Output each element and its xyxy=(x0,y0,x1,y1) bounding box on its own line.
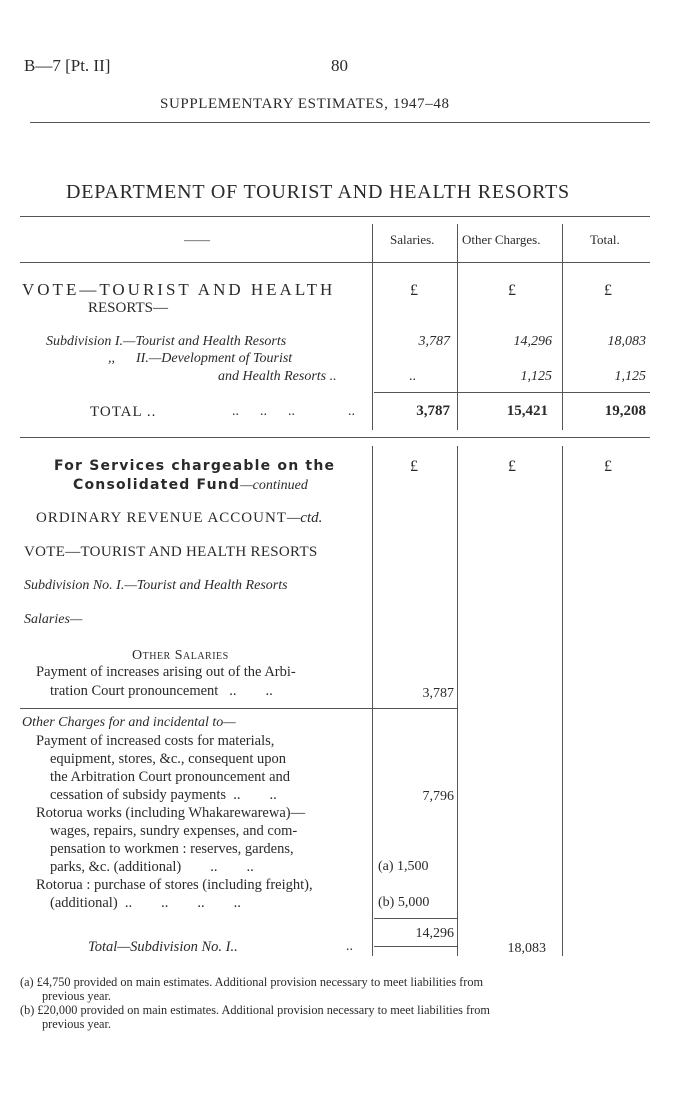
col-sep-1 xyxy=(372,224,373,430)
footnote-a-line1: (a) £4,750 provided on main estimates. Additional provision necessary to meet liabilities from xyxy=(20,975,484,989)
subdivision-total-value: 18,083 xyxy=(507,941,546,956)
oc-subtotal-value: 14,296 xyxy=(415,926,454,941)
oc-item1-value: 7,796 xyxy=(422,789,454,804)
footnote-b-line2: previous year. xyxy=(42,1017,111,1031)
detail-currency-salaries: £ xyxy=(410,458,418,475)
row2-label-line2: and Health Resorts .. xyxy=(218,369,337,384)
summary-total-dots-end: .. xyxy=(348,404,355,419)
summary-total-label: TOTAL .. xyxy=(90,404,157,420)
total-rule xyxy=(374,392,650,393)
title-rule xyxy=(20,216,650,217)
oc-item2-value: (a) 1,500 xyxy=(378,859,429,874)
col-sep-2 xyxy=(457,224,458,430)
section-rule xyxy=(20,437,650,438)
detail-col-sep-2 xyxy=(457,446,458,956)
row2-salaries: .. xyxy=(409,369,416,384)
payment-value: 3,787 xyxy=(422,686,454,701)
currency-other: £ xyxy=(508,282,516,299)
detail-col-sep-1 xyxy=(372,446,373,956)
row1-salaries: 3,787 xyxy=(418,334,450,349)
row2-label-line1: ,, II.—Development of Tourist xyxy=(108,351,293,366)
detail-currency-total: £ xyxy=(604,458,612,475)
oc-item2-line3: pensation to workmen : reserves, gardens, xyxy=(50,841,294,857)
page-subtitle: SUPPLEMENTARY ESTIMATES, 1947–48 xyxy=(160,96,450,112)
summary-total-salaries: 3,787 xyxy=(416,403,450,419)
currency-total: £ xyxy=(604,282,612,299)
summary-total-other: 15,421 xyxy=(506,403,548,419)
oc-item2-line1: Rotorua works (including Whakarewarewa)— xyxy=(36,805,306,821)
page-ref: B—7 [Pt. II] xyxy=(24,56,111,75)
row2-total: 1,125 xyxy=(614,369,646,384)
detail-subdivision: Subdivision No. I.—Tourist and Health Resorts xyxy=(24,578,288,593)
col-header-salaries: Salaries. xyxy=(390,232,435,247)
row2-other: 1,125 xyxy=(520,369,552,384)
detail-col-sep-3 xyxy=(562,446,563,956)
salaries-rule xyxy=(20,708,458,709)
oc-subtotal-rule-bottom xyxy=(374,946,458,947)
oc-item1-line4: cessation of subsidy payments .. .. xyxy=(50,787,277,803)
salaries-heading: Salaries— xyxy=(24,612,83,627)
currency-salaries: £ xyxy=(410,282,418,299)
ordinary-revenue-text: ORDINARY REVENUE ACCOUNT xyxy=(36,510,287,526)
detail-currency-other: £ xyxy=(508,458,516,475)
payment-line1: Payment of increases arising out of the Arbi- xyxy=(36,664,296,680)
services-heading-line1: For Services chargeable on the xyxy=(54,458,336,474)
row1-other: 14,296 xyxy=(513,334,552,349)
header-rule xyxy=(30,122,650,123)
continued-label: —continued xyxy=(240,478,308,493)
payment-line2: tration Court pronouncement .. .. xyxy=(50,683,273,699)
oc-item1-line1: Payment of increased costs for materials, xyxy=(36,733,275,749)
other-charges-heading: Other Charges for and incidental to— xyxy=(22,715,236,730)
col-header-other: Other Charges. xyxy=(462,232,541,247)
col-header-item: —— xyxy=(184,232,210,247)
oc-subtotal-rule xyxy=(374,918,458,919)
summary-vote-line1: VOTE—TOURIST AND HEALTH xyxy=(22,280,336,299)
col-header-rule xyxy=(20,262,650,263)
detail-vote: VOTE—TOURIST AND HEALTH RESORTS xyxy=(24,544,318,560)
page-number: 80 xyxy=(331,56,348,75)
row1-label: Subdivision I.—Tourist and Health Resorts xyxy=(46,334,287,349)
summary-vote-line2: RESORTS— xyxy=(88,300,168,316)
subdivision-total-dots: .. xyxy=(346,939,353,954)
col-header-total: Total. xyxy=(590,232,620,247)
oc-item1-line3: the Arbitration Court pronouncement and xyxy=(50,769,291,785)
footnote-a-line2: previous year. xyxy=(42,989,111,1003)
oc-item3-value: (b) 5,000 xyxy=(378,895,430,910)
ordinary-revenue-ctd: —ctd. xyxy=(286,510,323,526)
consolidated-fund: Consolidated Fund xyxy=(73,477,241,493)
oc-item3-line2: (additional) .. .. .. .. xyxy=(50,895,241,911)
other-salaries-heading: Other Salaries xyxy=(132,648,229,663)
footnote-b-line1: (b) £20,000 provided on main estimates. Additional provision necessary to meet liabilities from xyxy=(20,1003,490,1017)
oc-item2-line4: parks, &c. (additional) .. .. xyxy=(50,859,254,875)
ordinary-revenue-heading xyxy=(36,510,322,527)
summary-total-total: 19,208 xyxy=(604,403,646,419)
oc-item1-line2: equipment, stores, &c., consequent upon xyxy=(50,751,286,767)
col-sep-3 xyxy=(562,224,563,430)
oc-item2-line2: wages, repairs, sundry expenses, and com- xyxy=(50,823,298,839)
summary-total-dots: .. .. .. xyxy=(232,404,295,419)
oc-item3-line1: Rotorua : purchase of stores (including freight), xyxy=(36,877,313,893)
subdivision-total-label: Total—Subdivision No. I.. xyxy=(88,939,238,955)
department-title: DEPARTMENT OF TOURIST AND HEALTH RESORTS xyxy=(66,181,570,203)
services-heading-line2 xyxy=(73,477,308,494)
row1-total: 18,083 xyxy=(607,334,646,349)
